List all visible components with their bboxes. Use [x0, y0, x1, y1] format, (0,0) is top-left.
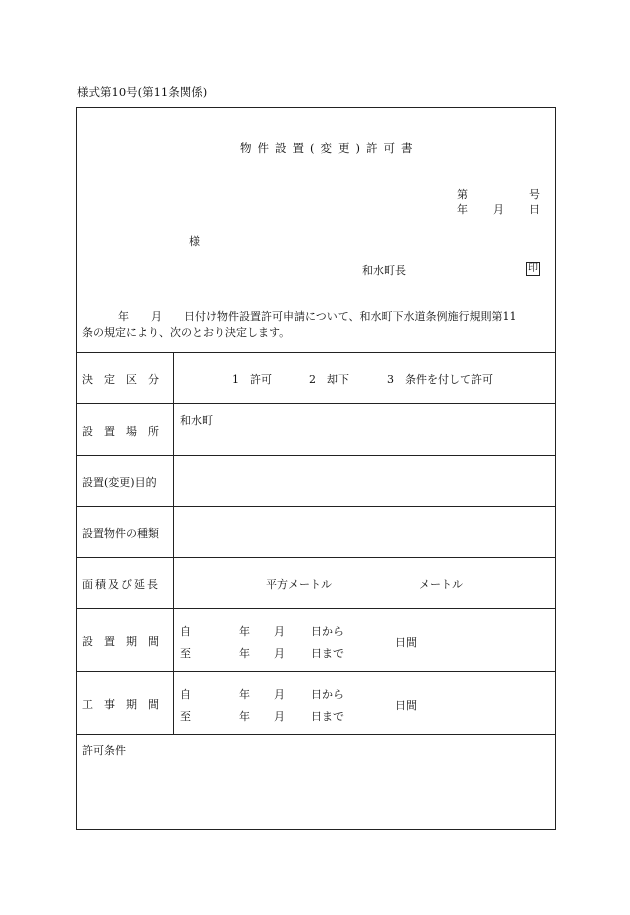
purpose-field[interactable] — [175, 458, 553, 504]
work-to-month: 月 — [274, 710, 285, 723]
decision-option-approve[interactable]: 1 許可 — [232, 373, 272, 386]
location-value[interactable]: 和水町 — [180, 414, 213, 427]
addressee-suffix: 様 — [189, 235, 200, 248]
area-unit-square-meter: 平方メートル — [266, 578, 332, 591]
row-divider — [76, 557, 556, 558]
row-divider — [76, 352, 556, 353]
install-from-year: 年 — [239, 625, 250, 638]
body-text-line2: 条の規定により、次のとおり決定します。 — [82, 326, 291, 339]
install-to-day: 日まで — [311, 647, 344, 660]
body-text-line1: 年 月 日付け物件設置許可申請について、和水町下水道条例施行規則第11 — [118, 310, 517, 323]
work-period-label: 工 事 期 間 — [82, 698, 159, 711]
number-go: 号 — [529, 188, 540, 201]
work-to-year: 年 — [239, 710, 250, 723]
install-to-year: 年 — [239, 647, 250, 660]
work-to-day: 日まで — [311, 710, 344, 723]
document-title: 物件設置(変更)許可書 — [240, 141, 419, 155]
date-month: 月 — [493, 203, 504, 216]
conditions-field[interactable] — [80, 758, 552, 826]
install-to: 至 — [180, 647, 191, 660]
decision-option-reject[interactable]: 2 却下 — [309, 373, 349, 386]
install-days: 日間 — [395, 636, 417, 649]
decision-label: 決 定 区 分 — [82, 373, 159, 386]
seal-mark: 印 — [528, 263, 538, 274]
column-divider — [173, 352, 174, 734]
date-day: 日 — [529, 203, 540, 216]
work-to: 至 — [180, 710, 191, 723]
type-label: 設置物件の種類 — [82, 527, 159, 540]
row-divider — [76, 734, 556, 735]
date-year: 年 — [457, 203, 468, 216]
area-label: 面積及び延長 — [82, 578, 160, 591]
work-from-month: 月 — [274, 688, 285, 701]
row-divider — [76, 403, 556, 404]
type-field[interactable] — [175, 509, 553, 555]
work-from: 自 — [180, 688, 191, 701]
work-days: 日間 — [395, 699, 417, 712]
row-divider — [76, 455, 556, 456]
row-divider — [76, 671, 556, 672]
conditions-label: 許可条件 — [82, 744, 126, 757]
row-divider — [76, 608, 556, 609]
row-divider — [76, 506, 556, 507]
install-from: 自 — [180, 625, 191, 638]
work-from-year: 年 — [239, 688, 250, 701]
work-from-day: 日から — [311, 688, 344, 701]
install-from-day: 日から — [311, 625, 344, 638]
install-period-label: 設 置 期 間 — [82, 635, 159, 648]
install-from-month: 月 — [274, 625, 285, 638]
purpose-label: 設置(変更)目的 — [82, 476, 157, 489]
length-unit-meter: メートル — [419, 578, 463, 591]
location-label: 設 置 場 所 — [82, 425, 159, 438]
issuer-name: 和水町長 — [362, 264, 406, 277]
form-number: 様式第10号(第11条関係) — [77, 85, 208, 99]
number-dai: 第 — [457, 188, 468, 201]
decision-option-conditional[interactable]: 3 条件を付して許可 — [387, 373, 493, 386]
install-to-month: 月 — [274, 647, 285, 660]
